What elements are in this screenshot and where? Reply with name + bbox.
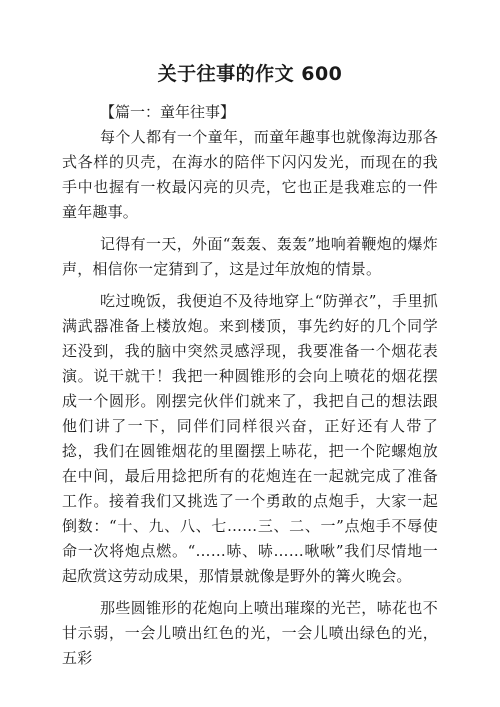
section-heading: 【篇一：童年往事】 — [100, 103, 236, 121]
paragraph-4: 那些圆锥形的花炮向上喷出璀璨的光芒，哧花也不甘示弱，一会儿喷出红色的光，一会儿喷出绿色的光，五彩 — [62, 599, 438, 667]
document-title: 关于往事的作文 600 — [157, 63, 343, 85]
paragraph-2: 记得有一天，外面“轰轰、轰轰”地响着鞭炮的爆炸声，相信你一定猜到了，这是过年放炮的情景。 — [62, 235, 438, 278]
paragraph-1: 每个人都有一个童年，而童年趣事也就像海边那各式各样的贝壳，在海水的陪伴下闪闪发光，而现在的我手中也握有一枚最闪亮的贝壳，它也正是我难忘的一件童年趣事。 — [62, 128, 438, 221]
paragraph-3: 吃过晚饭，我便迫不及待地穿上“防弹衣”，手里抓满武器准备上楼放炮。来到楼顶，事先约好的几个同学还没到，我的脑中突然灵感浮现，我要准备一个烟花表演。说干就干！我把一种圆锥形的会向上喷花的烟花摆成一个圆形。刚摆完伙伴们就来了，我把自己的想法跟他们讲了一下，同伴们同样很兴奋，正好还有人带了捻，我们在圆锥烟花的里圈摆上哧花，把一个陀螺炮放在中间，最后用捻把所有的花炮连在一起就完成了准备工作。接着我们又挑选了一个勇敢的点炮手，大家一起倒数：“十、九、八、七……三、二、一”点炮手不辱使命一次将炮点燃。“……哧、哧……啾啾”我们尽情地一起欣赏这劳动成果，那情景就像是野外的篝火晚会。 — [62, 292, 438, 585]
